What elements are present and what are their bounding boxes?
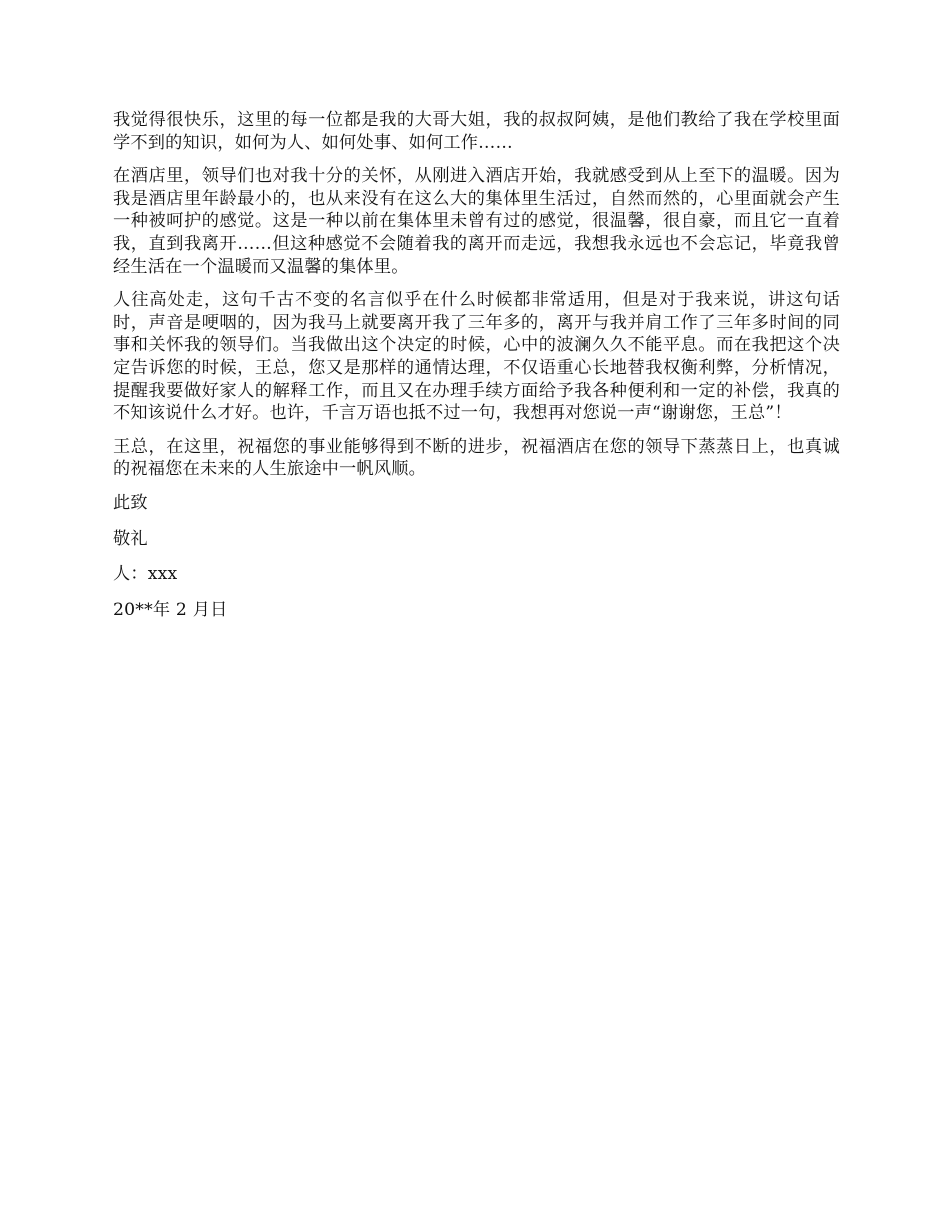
paragraph-happiness: 我觉得很快乐，这里的每一位都是我的大哥大姐，我的叔叔阿姨，是他们教给了我在学校里面学不到的知识，如何为人、如何处事、如何工作……: [113, 110, 840, 153]
closing-salutation: 此致: [113, 492, 148, 513]
closing-respect: 敬礼: [113, 528, 148, 549]
paragraph-leaders-care: 在酒店里，领导们也对我十分的关怀，从刚进入酒店开始，我就感受到从上至下的温暖。因为我是酒店里年龄最小的，也从来没有在这么大的集体里生活过，自然而然的，心里面就会产生一种被呵护的感觉。这是一种以前在集体里未曾有过的感觉，很温馨，很自豪，而且它一直着我，直到我离开……但这种感觉不会随着我的离开而走远，我想我永远也不会忘记，毕竟我曾经生活在一个温暖而又温馨的集体里。: [113, 166, 840, 277]
signature-line: 人：xxx: [113, 564, 178, 585]
paragraph-resignation: 人往高处走，这句千古不变的名言似乎在什么时候都非常适用，但是对于我来说，讲这句话时，声音是哽咽的，因为我马上就要离开我了三年多的，离开与我并肩工作了三年多时间的同事和关怀我的领导们。当我做出这个决定的时候，心中的波澜久久不能平息。而在我把这个决定告诉您的时候，王总，您又是那样的通情达理，不仅语重心长地替我权衡利弊，分析情况，提醒我要做好家人的解释工作，而且又在办理手续方面给予我各种便利和一定的补偿，我真的不知该说什么才好。也许，千言万语也抵不过一句，我想再对您说一声“谢谢您，王总”！: [113, 290, 840, 424]
paragraph-blessing: 王总，在这里，祝福您的事业能够得到不断的进步，祝福酒店在您的领导下蒸蒸日上，也真诚的祝福您在未来的人生旅途中一帆风顺。: [113, 436, 840, 480]
date-line: 20**年 2 月日: [113, 599, 228, 620]
letter-body: [113, 109, 840, 634]
